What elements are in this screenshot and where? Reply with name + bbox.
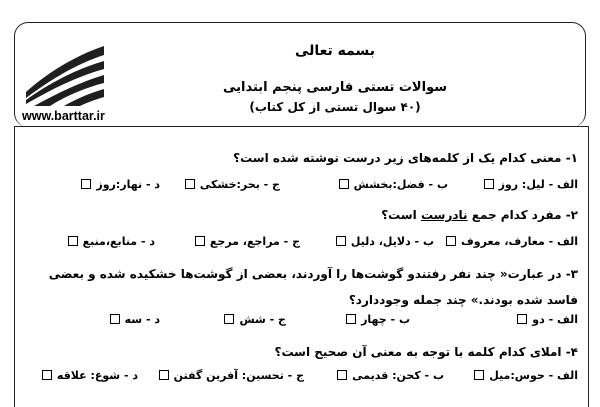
option-label: الف - لیل: روز — [498, 178, 578, 191]
question-1 — [233, 151, 578, 165]
checkbox[interactable] — [195, 236, 205, 246]
question-4 — [275, 345, 579, 359]
checkbox[interactable] — [68, 236, 78, 246]
checkbox[interactable] — [81, 179, 91, 189]
barttar-logo-icon — [24, 42, 110, 106]
checkbox[interactable] — [336, 236, 346, 246]
checkbox[interactable] — [339, 179, 349, 189]
option-label: الف - معارف، معروف — [461, 235, 578, 248]
q1-option-jim[interactable] — [185, 178, 280, 191]
q3-option-jim[interactable] — [224, 313, 286, 326]
checkbox[interactable] — [474, 370, 484, 380]
checkbox[interactable] — [517, 314, 527, 324]
option-label: ج - بحر:خشکی — [199, 178, 280, 191]
q4-option-alef[interactable] — [474, 369, 578, 382]
question-number: ۳- — [565, 267, 578, 281]
option-label: د - نهار:روز — [96, 178, 160, 191]
q3-option-be[interactable] — [346, 313, 410, 326]
q1-option-be[interactable] — [339, 178, 448, 191]
option-label: ج - شش — [239, 313, 286, 326]
question-2 — [381, 208, 578, 222]
question-text: در عبارت« چند نفر رفتندو گوشت‌ها را آوردند، بعضی از گوشت‌ها خشکیده شده و بعضی فاسد شده بودند.» چند جمله وجوددارد؟ — [48, 267, 578, 307]
question-3 — [38, 261, 578, 313]
q2-option-alef[interactable] — [446, 235, 578, 248]
emphasized-word: نادرست — [420, 208, 468, 222]
q1-option-alef[interactable] — [484, 178, 578, 191]
q3-option-dal[interactable] — [110, 313, 160, 326]
question-number: ۱- — [565, 151, 578, 165]
checkbox[interactable] — [42, 370, 52, 380]
checkbox[interactable] — [346, 314, 356, 324]
question-text: املای کدام کلمه با توجه به معنی آن صحیح است؟ — [274, 345, 562, 359]
q4-option-dal[interactable] — [42, 369, 138, 382]
bismillah-heading: بسمه تعالی — [294, 43, 376, 59]
checkbox[interactable] — [446, 236, 456, 246]
checkbox[interactable] — [159, 370, 169, 380]
option-label: د - شوغ: علاقه — [56, 369, 138, 382]
option-label: ب - کحن: قدیمی — [352, 369, 444, 382]
option-label: ج - تحسین: آفرین گفتن — [173, 369, 304, 382]
option-label: ج - مراجع، مرجع — [209, 235, 300, 248]
option-label: الف - دو — [532, 313, 578, 326]
question-text: مفرد کدام جمع — [467, 208, 562, 222]
question-number: ۲- — [565, 208, 578, 222]
option-label: ب - چهار — [361, 313, 410, 326]
question-number: ۴- — [565, 345, 578, 359]
q1-option-dal[interactable] — [81, 178, 160, 191]
checkbox[interactable] — [110, 314, 120, 324]
option-label: د - منابع،منبع — [82, 235, 155, 248]
checkbox[interactable] — [224, 314, 234, 324]
page-subtitle: (۴۰ سوال تستی از کل کتاب) — [249, 100, 421, 114]
page-title: سوالات تستی فارسی پنجم ابتدایی — [222, 80, 447, 95]
q3-option-alef[interactable] — [517, 313, 578, 326]
option-label: د - سه — [124, 313, 160, 326]
option-label: ب - دلایل، دلیل — [350, 235, 434, 248]
checkbox[interactable] — [484, 179, 494, 189]
q2-option-be[interactable] — [336, 235, 434, 248]
q2-option-dal[interactable] — [68, 235, 155, 248]
question-text: معنی کدام یک از کلمه‌های زیر درست نوشته شده است؟ — [233, 151, 562, 165]
website-url[interactable]: www.barttar.ir — [22, 109, 105, 123]
q4-option-be[interactable] — [337, 369, 444, 382]
q4-option-jim[interactable] — [159, 369, 304, 382]
question-text-end: است؟ — [381, 208, 421, 222]
checkbox[interactable] — [185, 179, 195, 189]
option-label: ب - فضل:بخشش — [353, 178, 448, 191]
checkbox[interactable] — [337, 370, 347, 380]
q2-option-jim[interactable] — [195, 235, 300, 248]
option-label: الف - حوس:میل — [489, 369, 578, 382]
